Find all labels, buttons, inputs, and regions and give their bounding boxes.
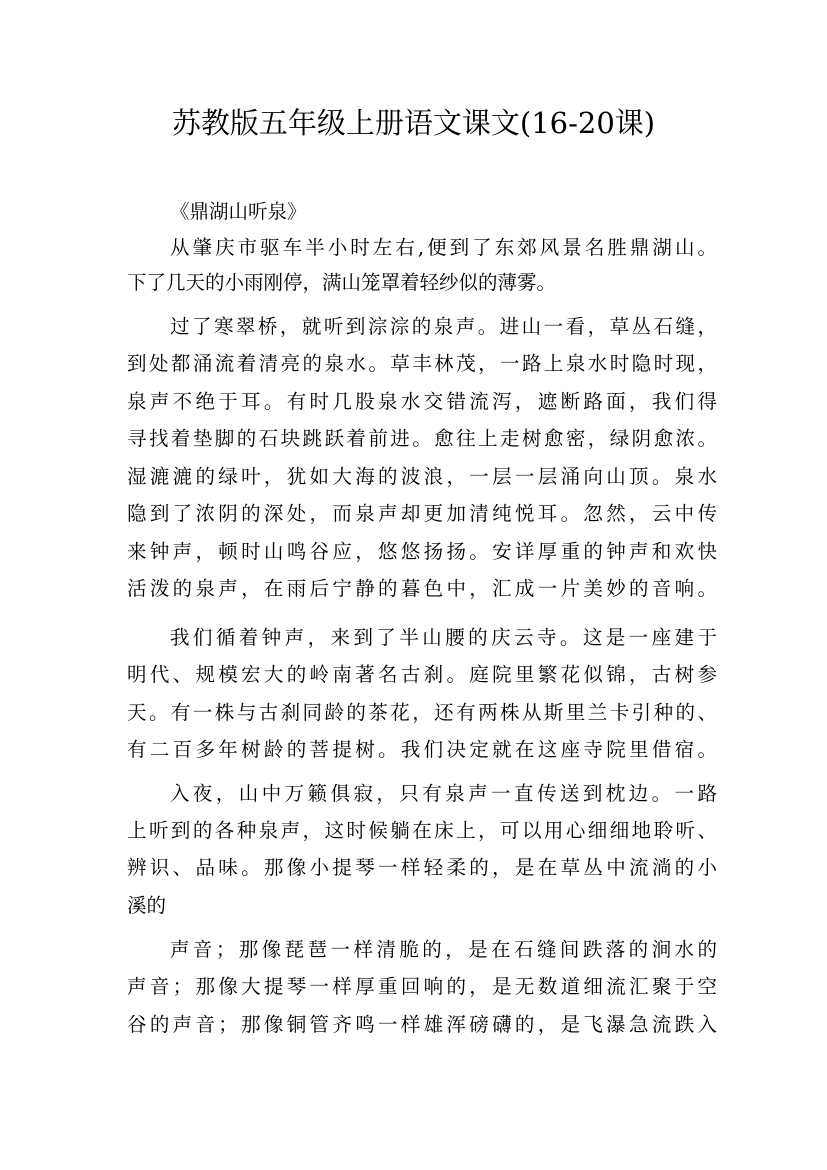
text-line: 湿漉漉的绿叶，犹如大海的波浪，一层一层涌向山顶。泉水 (127, 465, 717, 488)
text-line: 来钟声，顿时山鸣谷应，悠悠扬扬。安详厚重的钟声和欢快 (127, 540, 717, 563)
text-line: 隐到了浓阴的深处，而泉声却更加清纯悦耳。忽然，云中传 (127, 502, 717, 525)
text-line: 过了寒翠桥，就听到淙淙的泉声。进山一看，草丛石缝， (170, 315, 717, 338)
text-line: 溪的 (127, 894, 167, 917)
text-line: 到处都涌流着清亮的泉水。草丰林茂，一路上泉水时隐时现， (127, 352, 717, 375)
text-line: 有二百多年树龄的菩提树。我们决定就在这座寺院里借宿。 (127, 738, 717, 761)
text-line: 寻找着垫脚的石块跳跃着前进。愈往上走树愈密，绿阴愈浓。 (127, 427, 717, 450)
text-line: 我们循着钟声，来到了半山腰的庆云寺。这是一座建于 (170, 626, 717, 649)
text-line: 声音；那像琵琶一样清脆的，是在石缝间跌落的涧水的 (170, 938, 717, 961)
text-line: 从肇庆市驱车半小时左右,便到了东郊风景名胜鼎湖山。 (170, 236, 717, 259)
text-line: 泉声不绝于耳。有时几股泉水交错流泻，遮断路面，我们得 (127, 390, 717, 413)
text-line: 明代、规模宏大的岭南著名古刹。庭院里繁花似锦，古树参 (127, 663, 717, 686)
text-line: 谷的声音；那像铜管齐鸣一样雄浑磅礴的，是飞瀑急流跌入 (127, 1013, 717, 1036)
text-line: 声音；那像大提琴一样厚重回响的，是无数道细流汇聚于空 (127, 975, 717, 998)
text-line: 辨识、品味。那像小提琴一样轻柔的，是在草丛中流淌的小 (127, 856, 717, 879)
text-line: 天。有一株与古刹同龄的茶花，还有两株从斯里兰卡引种的、 (127, 701, 717, 724)
section-heading: 《鼎湖山听泉》 (170, 200, 307, 223)
document-title: 苏教版五年级上册语文课文(16-20课) (171, 106, 656, 140)
text-line: 入夜，山中万籁俱寂，只有泉声一直传送到枕边。一路 (170, 782, 717, 805)
text-line: 上听到的各种泉声，这时候躺在床上，可以用心细细地聆听、 (127, 819, 717, 842)
text-line: 活泼的泉声，在雨后宁静的暮色中，汇成一片美妙的音响。 (127, 577, 717, 600)
text-line: 下了几天的小雨刚停，满山笼罩着轻纱似的薄雾。 (127, 271, 557, 294)
